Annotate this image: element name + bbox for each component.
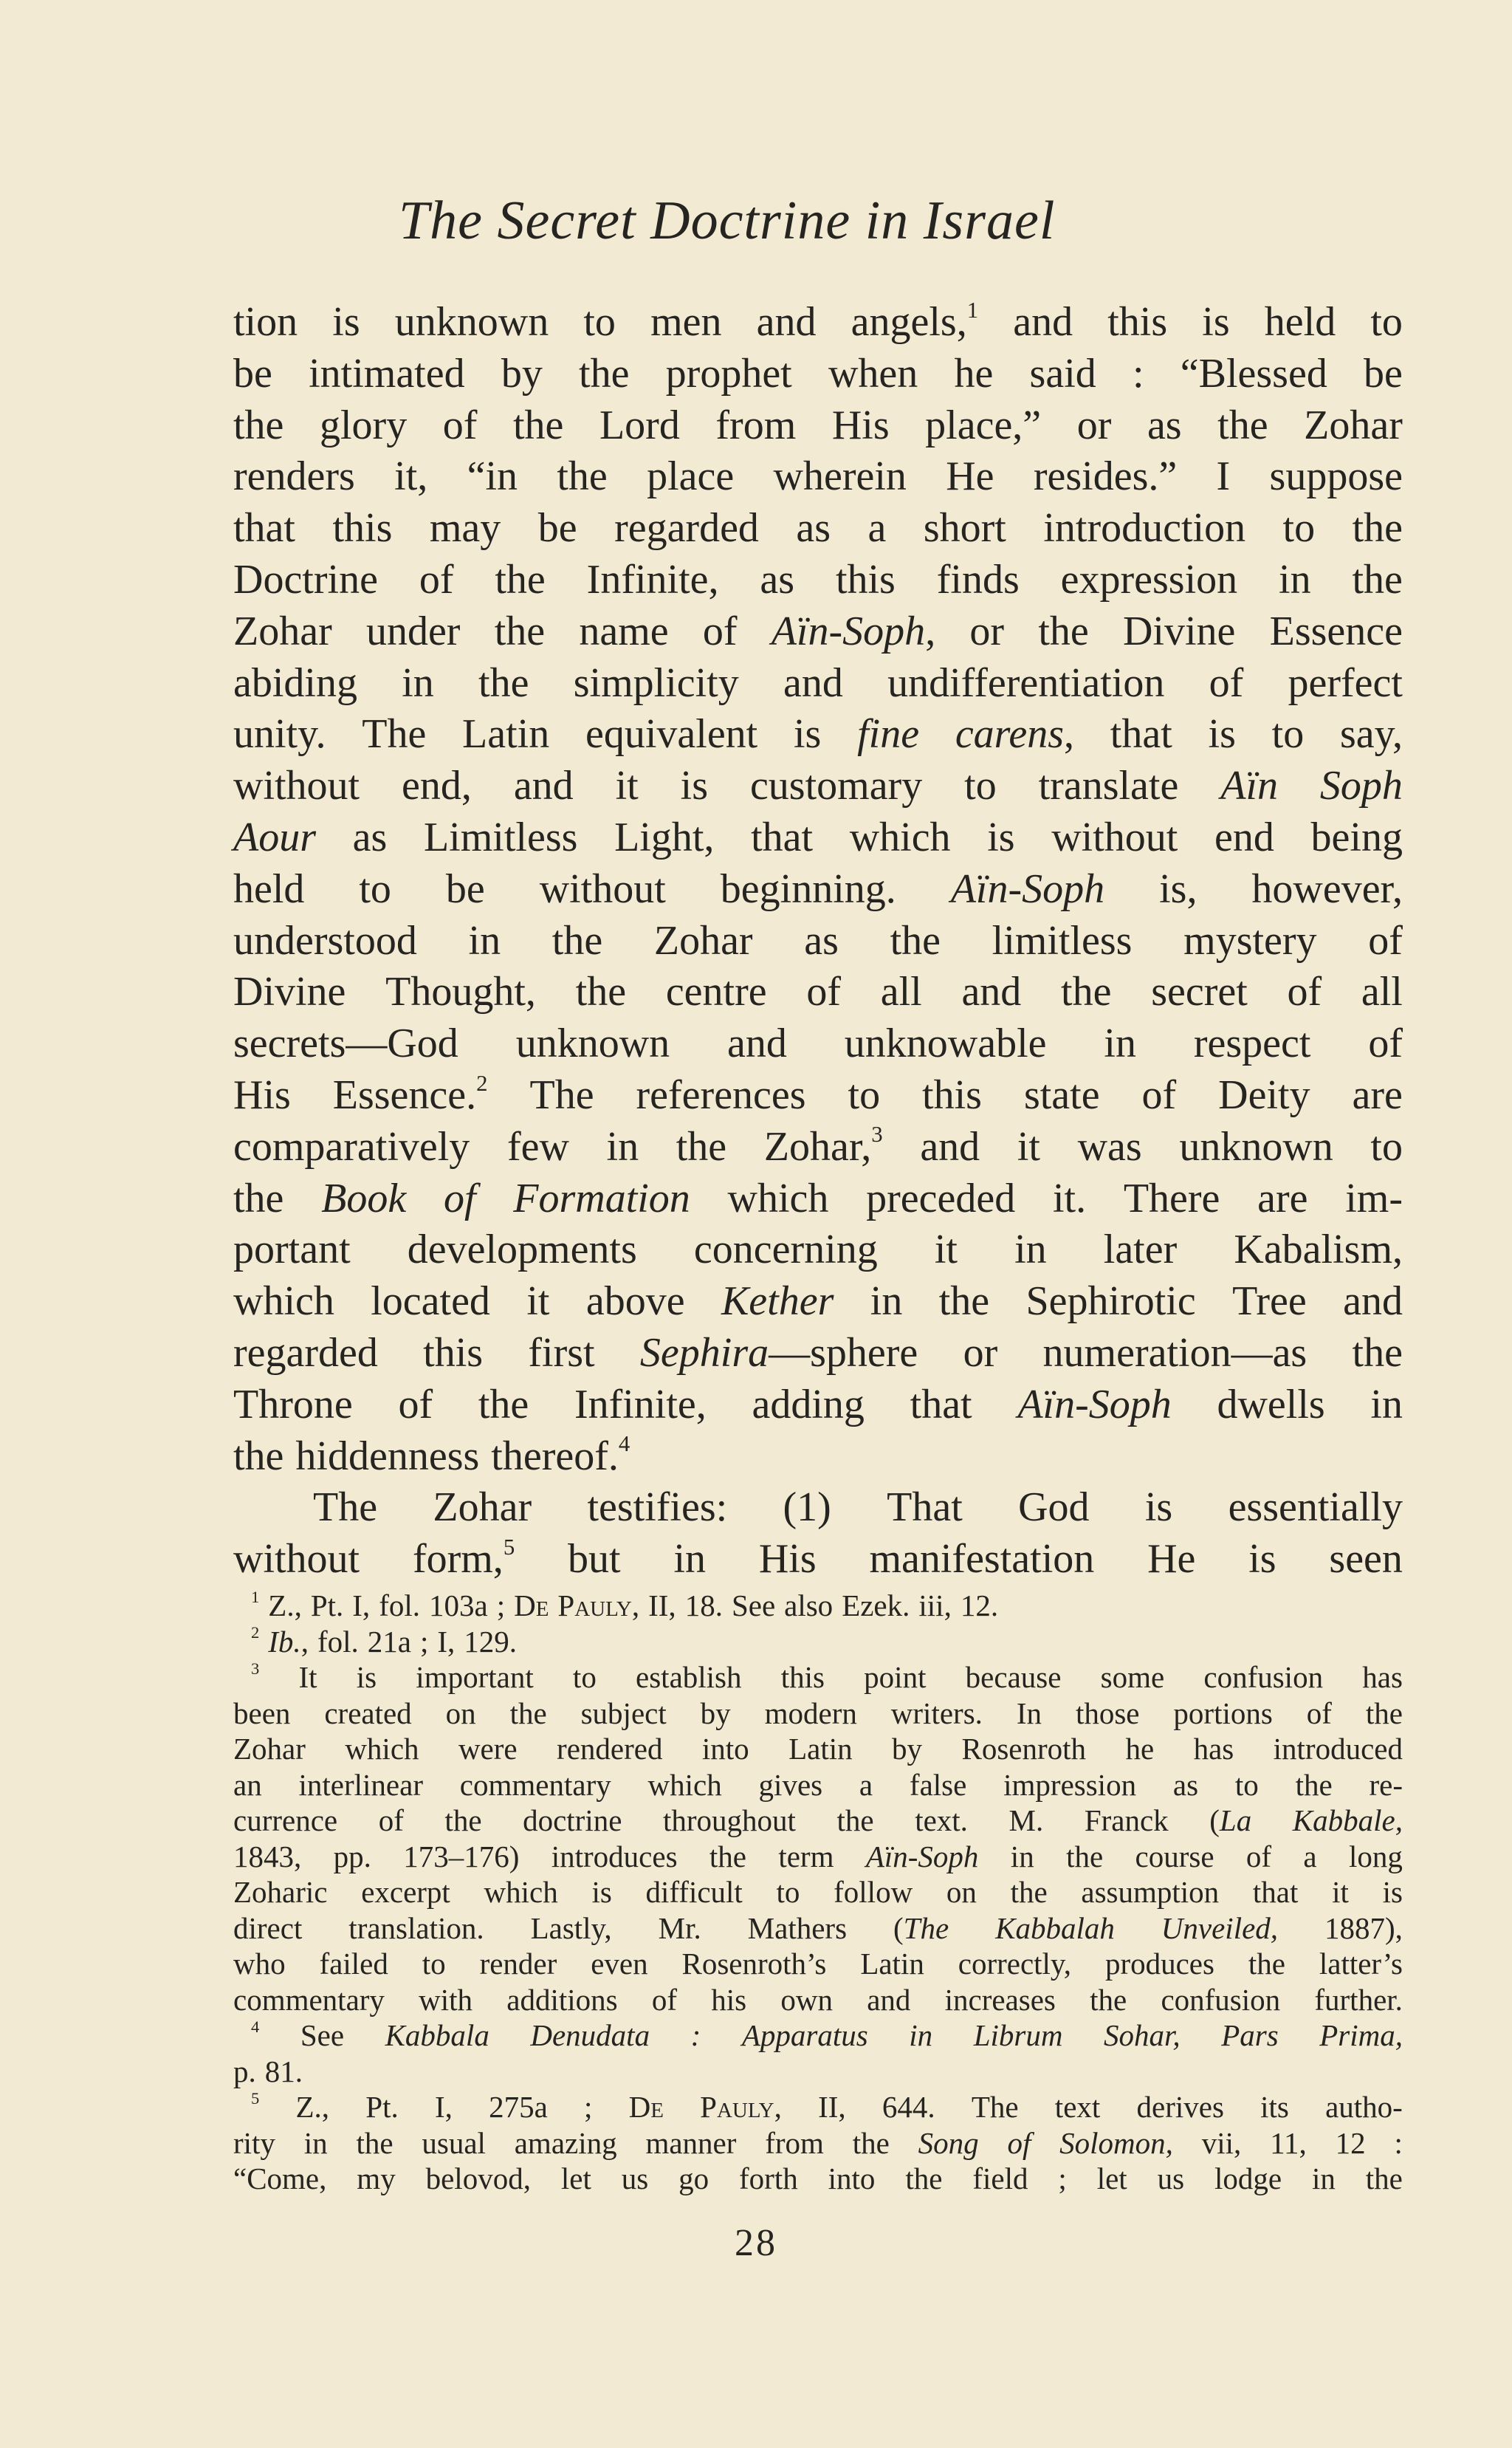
body-text-line: without form,$^5$ but in His manifestation He is seen (233, 1534, 1403, 1583)
body-text-line: the Book of Formation which preceded it. There are im- (233, 1175, 1403, 1221)
footnote-line: been created on the subject by modern writers. In those portions of the (233, 1696, 1403, 1730)
footnote-line: 1843, pp. 173–176) introduces the term Aïn-Soph in the course of a long (233, 1839, 1403, 1873)
body-text-line: Aour as Limitless Light, that which is without end being (233, 814, 1403, 860)
page-number: 28 (735, 2222, 777, 2264)
footnote-line: an interlinear commentary which gives a false impression as to the re- (233, 1767, 1403, 1802)
body-text-line: comparatively few in the Zohar,$^3$ and it was unknown to (233, 1122, 1403, 1170)
body-text-line: secrets—God unknown and unknowable in respect of (233, 1021, 1403, 1067)
body-text-line: Divine Thought, the centre of all and the secret of all (233, 969, 1403, 1015)
footnote-line: $^5$ Z., Pt. I, 275a ; De Pauly, II, 644. The text derives its autho- (251, 2088, 1403, 2124)
footnote-line: Zohar which were rendered into Latin by Rosenroth he has introduced (233, 1732, 1403, 1766)
body-text-line: understood in the Zohar as the limitless mystery of (233, 917, 1403, 964)
body-text (233, 297, 1403, 1585)
footnote-line: p. 81. (233, 2054, 303, 2088)
footnote-line: direct translation. Lastly, Mr. Mathers (The Kabbalah Unveiled, 1887), (233, 1910, 1403, 1945)
footnote-line: Zoharic excerpt which is difficult to follow on the assumption that it is (233, 1875, 1403, 1909)
running-head: The Secret Doctrine in Israel (399, 191, 1056, 251)
body-text-line: Doctrine of the Infinite, as this finds expression in the (233, 556, 1403, 603)
footnote-line: $^1$ Z., Pt. I, fol. 103a ; De Pauly, II, 18. See also Ezek. iii, 12. (251, 1587, 999, 1622)
body-text-line: Zohar under the name of Aïn-Soph, or the Divine Essence (233, 608, 1403, 654)
body-text-line: His Essence.$^2$ The references to this state of Deity are (233, 1070, 1403, 1118)
footnote-line: $^3$ It is important to establish this point because some confusion has (251, 1659, 1403, 1694)
body-text-line: The Zohar testifies: (1) That God is essentially (313, 1484, 1403, 1531)
footnote-line: $^2$ Ib., fol. 21a ; I, 129. (251, 1623, 517, 1659)
footnotes (233, 1588, 1403, 2197)
body-text-line: held to be without beginning. Aïn-Soph is, however, (233, 865, 1403, 912)
body-text-line: renders it, “in the place wherein He resides.” I suppose (233, 453, 1403, 500)
body-text-line: abiding in the simplicity and undifferentiation of perfect (233, 659, 1403, 706)
body-text-line: Throne of the Infinite, adding that Aïn-Soph dwells in (233, 1381, 1403, 1427)
footnote-line: currence of the doctrine throughout the text. M. Franck (La Kabbale, (233, 1803, 1403, 1837)
body-text-line: portant developments concerning it in later Kabalism, (233, 1227, 1403, 1273)
body-text-line: the hiddenness thereof.$^4$ (233, 1431, 630, 1479)
footnote-line: $^4$ See Kabbala Denudata : Apparatus in Librum Sohar, Pars Prima, (251, 2017, 1403, 2052)
footnote-line: rity in the usual amazing manner from the Song of Solomon, vii, 11, 12 : (233, 2125, 1403, 2160)
body-text-line: that this may be regarded as a short introduction to the (233, 505, 1403, 552)
body-text-line: be intimated by the prophet when he said : “Blessed be (233, 350, 1403, 397)
body-text-line: the glory of the Lord from His place,” or as the Zohar (233, 402, 1403, 448)
body-text-line: regarded this first Sephira—sphere or numeration—as the (233, 1329, 1403, 1376)
body-text-line: without end, and it is customary to translate Aïn Soph (233, 763, 1403, 809)
body-text-line: tion is unknown to men and angels,$^1$ and this is held to (233, 297, 1403, 345)
footnote-line: who failed to render even Rosenroth’s Latin correctly, produces the latter’s (233, 1947, 1403, 1981)
footnote-line: commentary with additions of his own and increases the confusion further. (233, 1982, 1403, 2017)
footnote-line: “Come, my belovod, let us go forth into the field ; let us lodge in the (233, 2161, 1403, 2195)
body-text-line: unity. The Latin equivalent is fine carens, that is to say, (233, 711, 1403, 758)
body-text-line: which located it above Kether in the Sephirotic Tree and (233, 1278, 1403, 1325)
